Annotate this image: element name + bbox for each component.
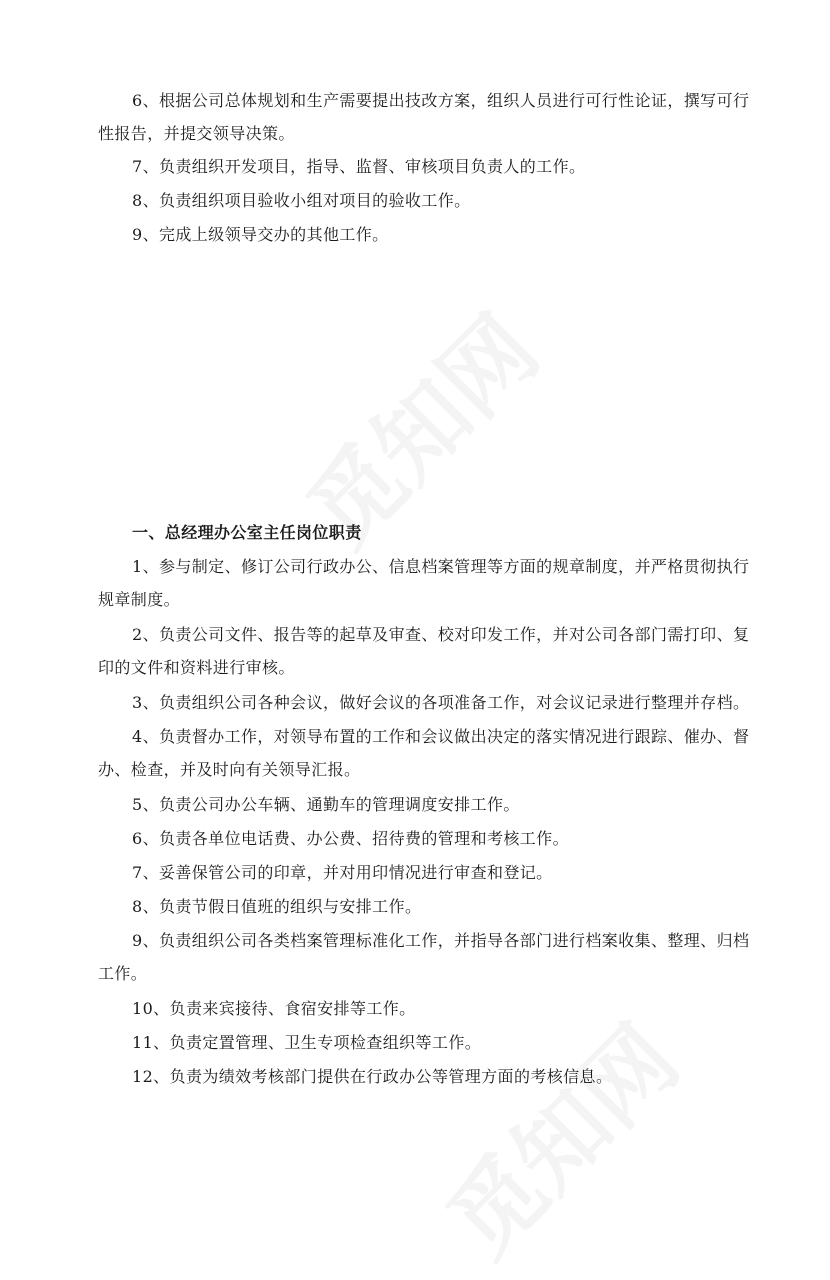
duty-item: 7、负责组织开发项目，指导、监督、审核项目负责人的工作。 xyxy=(132,157,586,176)
duty-item: 10、负责来宾接待、食宿安排等工作。 xyxy=(132,999,416,1018)
section-heading: 一、总经理办公室主任岗位职责 xyxy=(132,523,362,542)
duty-item: 11、负责定置管理、卫生专项检查组织等工作。 xyxy=(132,1033,482,1052)
duty-item: 4、负责督办工作，对领导布置的工作和会议做出决定的落实情况进行跟踪、催办、督办、检查，并及时向有关领导汇报。 xyxy=(98,727,750,779)
duty-item: 12、负责为绩效考核部门提供在行政办公等管理方面的考核信息。 xyxy=(132,1067,613,1086)
duty-item: 5、负责公司办公车辆、通勤车的管理调度安排工作。 xyxy=(132,795,520,814)
duty-item: 2、负责公司文件、报告等的起草及审查、校对印发工作，并对公司各部门需打印、复印的文件和资料进行审核。 xyxy=(98,625,750,677)
duty-item: 9、负责组织公司各类档案管理标准化工作，并指导各部门进行档案收集、整理、归档工作。 xyxy=(98,931,750,983)
duty-item: 6、根据公司总体规划和生产需要提出技改方案，组织人员进行可行性论证，撰写可行性报告，并提交领导决策。 xyxy=(98,91,750,143)
duty-item: 6、负责各单位电话费、办公费、招待费的管理和考核工作。 xyxy=(132,829,569,848)
duty-item: 9、完成上级领导交办的其他工作。 xyxy=(132,225,389,244)
duty-item: 1、参与制定、修订公司行政办公、信息档案管理等方面的规章制度，并严格贯彻执行规章制度。 xyxy=(98,557,750,609)
duty-item: 7、妥善保管公司的印章，并对用印情况进行审查和登记。 xyxy=(132,863,553,882)
duty-item: 8、负责组织项目验收小组对项目的验收工作。 xyxy=(132,191,471,210)
duty-item: 3、负责组织公司各种会议，做好会议的各项准备工作，对会议记录进行整理并存档。 xyxy=(132,693,750,712)
duty-item: 8、负责节假日值班的组织与安排工作。 xyxy=(132,897,422,916)
